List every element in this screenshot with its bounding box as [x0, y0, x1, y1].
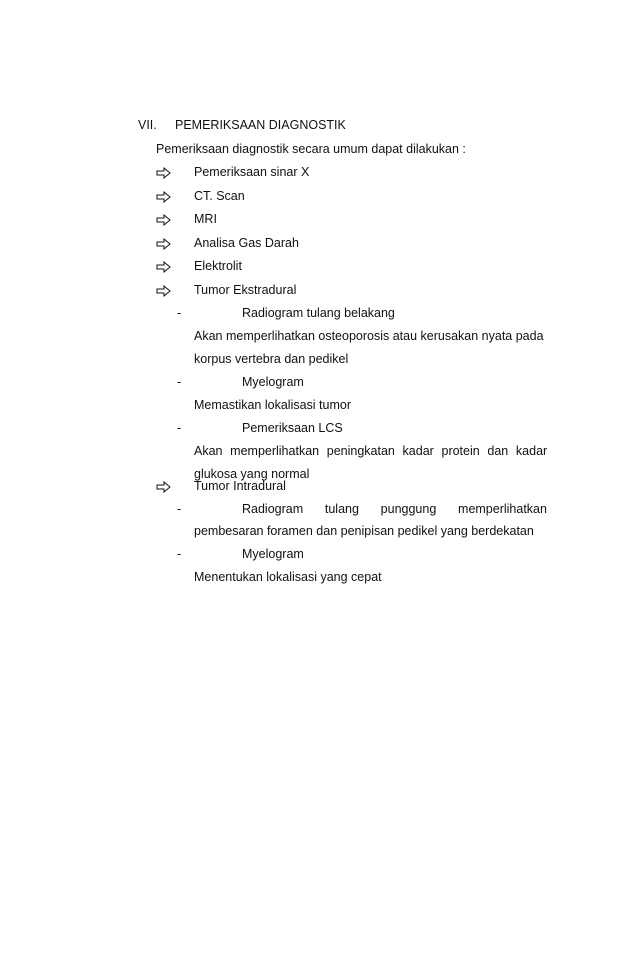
bullet-item-mri: MRI — [194, 212, 217, 226]
bullet-item-sinar-x: Pemeriksaan sinar X — [194, 165, 310, 179]
section-intro: Pemeriksaan diagnostik secara umum dapat dilakukan : — [156, 142, 466, 156]
sub-item-title: Pemeriksaan LCS — [242, 421, 343, 435]
hollow-right-arrow-icon — [156, 285, 172, 297]
sub-item-title-justified — [242, 501, 547, 517]
sub-item-dash: - — [177, 306, 182, 320]
title-word: Radiogram — [242, 502, 304, 516]
hollow-right-arrow-icon — [156, 261, 172, 273]
hollow-right-arrow-icon — [156, 481, 172, 493]
section-title: PEMERIKSAAN DIAGNOSTIK — [175, 118, 346, 132]
hollow-right-arrow-icon — [156, 238, 172, 250]
title-word: memperlihatkan — [458, 502, 547, 516]
bullet-item-elektrolit: Elektrolit — [194, 259, 242, 273]
title-word: tulang — [324, 502, 359, 516]
bullet-item-tumor-intradural: Tumor Intradural — [194, 479, 286, 493]
sub-item-desc-line: pembesaran foramen dan penipisan pedikel yang berdekatan — [194, 524, 534, 538]
sub-item-dash: - — [177, 502, 182, 516]
hollow-right-arrow-icon — [156, 167, 172, 179]
hollow-right-arrow-icon — [156, 214, 172, 226]
sub-item-desc-line: Memastikan lokalisasi tumor — [194, 398, 351, 412]
sub-item-title: Myelogram — [242, 547, 304, 561]
sub-item-title: Myelogram — [242, 375, 304, 389]
bullet-item-gas-darah: Analisa Gas Darah — [194, 236, 299, 250]
sub-item-title: Radiogram tulang belakang — [242, 306, 395, 320]
sub-item-desc-line: Menentukan lokalisasi yang cepat — [194, 570, 382, 584]
sub-item-dash: - — [177, 375, 182, 389]
section-number: VII. — [138, 118, 157, 132]
sub-item-desc-line: Akan memperlihatkan peningkatan kadar protein dan kadar — [194, 444, 548, 458]
title-word: punggung — [380, 502, 437, 516]
sub-item-desc-line: Akan memperlihatkan osteoporosis atau kerusakan nyata pada — [194, 329, 544, 343]
sub-item-dash: - — [177, 547, 182, 561]
hollow-right-arrow-icon — [156, 191, 172, 203]
sub-item-desc-line: korpus vertebra dan pedikel — [194, 352, 349, 366]
bullet-item-ct-scan: CT. Scan — [194, 189, 245, 203]
bullet-item-tumor-ekstradural: Tumor Ekstradural — [194, 283, 297, 297]
sub-item-dash: - — [177, 421, 182, 435]
sub-item-desc-line: glukosa yang normal — [194, 467, 310, 481]
